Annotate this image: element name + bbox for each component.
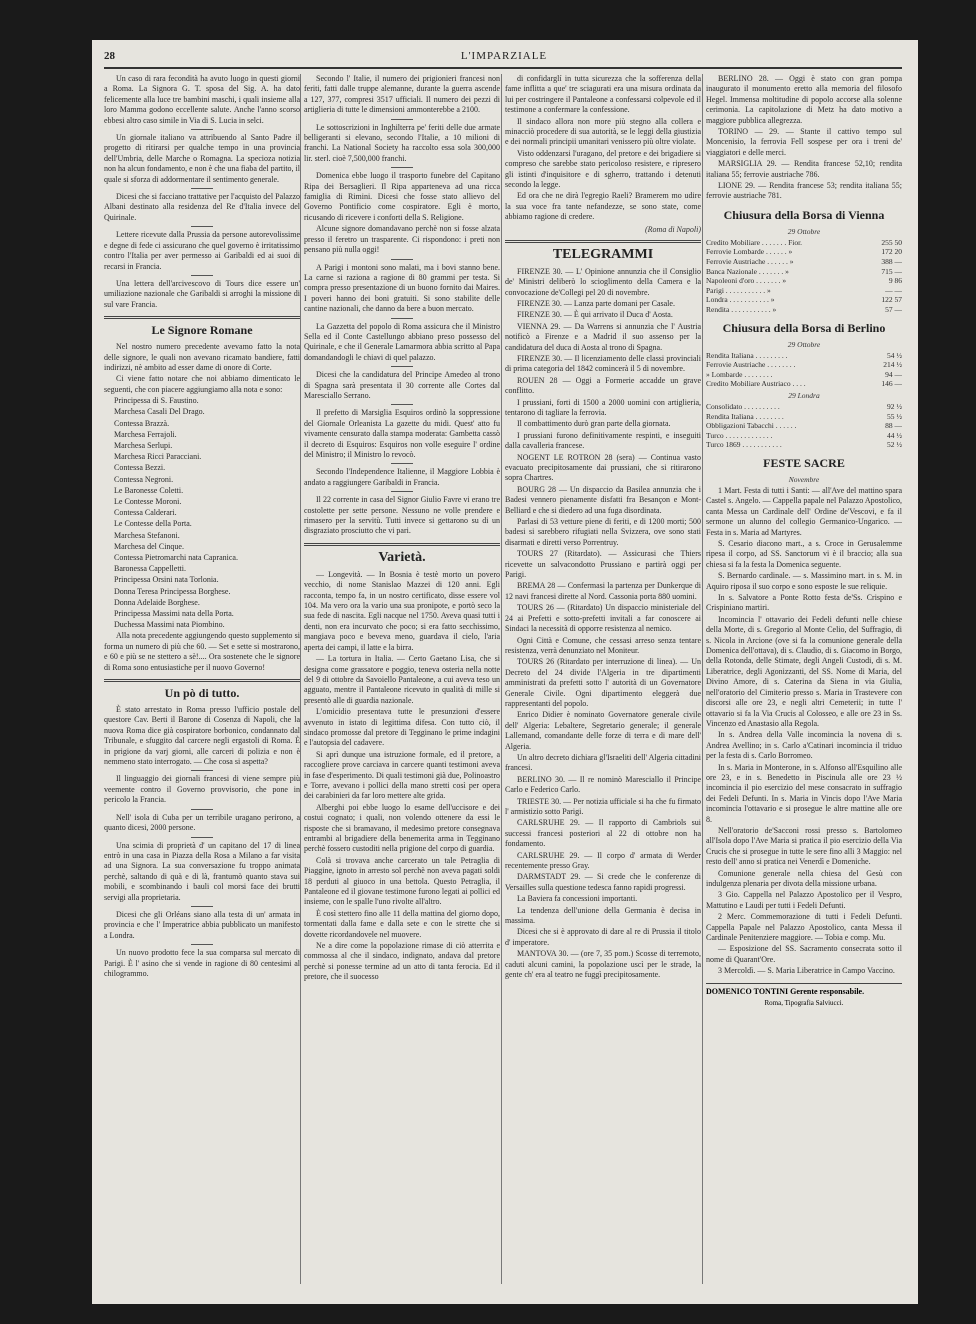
telegram-item: BERLINO 28. — Oggi è stato con gran pompa inaugurato il monumento eretto alla memoria del filosofo Hegel. Immensa moltitudine di popolo accorse alla solenne cerimonia. La capitolazione di Metz ha dato motivo a maggiore pubblica allegrezza. (706, 74, 902, 125)
telegram-item: Dicesi che si è approvato di dare al re di Prussia il titolo d' imperatore. (505, 927, 701, 947)
telegram-item: MARSIGLIA 29. — Rendita francese 52,10; rendita italiana 55; ferrovie austriache 786. (706, 159, 902, 179)
article-paragraph: — La tortura in Italia. — Certo Gaetano Lisa, che si designa come grassatore e poggio, teneva osteria nella notte del 9 di ottobre da Savoiello Pantaleone, a cui aveva teso un agguato, mentre il Pantaleone ricevuto in qualità di mille si presentò alle di guardia nazionale. (304, 654, 500, 705)
table-row: Consolidato . . . . . . . . . . 92 ½ (706, 402, 902, 411)
article-paragraph: Il 22 corrente in casa del Signor Giulio Favre vi erano tre costolette per sette persone. Nessuno ne volle prendere e rimasero per la servitù. Tutti invece si gettarono su di un disgraziato prosciutto che vi pari. (304, 495, 500, 536)
article-paragraph: Ci viene fatto notare che noi abbiamo dimenticato le seguenti, che con piacere aggiungiamo alla nota e sono: (104, 374, 300, 394)
list-item: Le Contesse Moroni. (114, 496, 182, 506)
table-row: Rendita . . . . . . . . . . . » 57 — (706, 305, 902, 315)
feste-item: Incomincia l' ottavario dei Fedeli defunti nelle chiese della Morte, di s. Gregorio al Monte Celio, del Suffragio, di s. Nicola in Arcione (ove si fa la comunione generale della Domenica dell'ottava), di s. Claudio, di s. Giacomo in Borgo, della Rotonda, delle Stimate, degli Angeli Custodi, di s. M. Liberatrice, degli Agonizzanti, del SS. Nome di Maria, del Divino Amore, di s. Caterina da Siena in via Giulia, nell'oratorio del Cimiterio presso s. Maria in Trastevere con discorsi alle ore 23, e negli altri Cemeterii; in tutte l' ottavario si fa la Via Crucis al Colosseo, e alle ore 23 in Ss. Vincenzo ed Anastasio alla Regola. (706, 614, 902, 728)
table-row: Obbligazioni Tabacchi . . . . . . 88 — (706, 421, 902, 431)
feste-item: — Esposizione del SS. Sacramento consecrata sotto il nome di Quarant'Ore. (706, 944, 902, 964)
telegram-item: FIRENZE 30. — L' Opinione annunzia che il Consiglio de' Ministri deliberò lo scioglimento della Camera e la convocazione de'Collegi pel 20 di novembre. (505, 266, 701, 297)
berlino-quotes-table (706, 351, 902, 389)
telegram-item: La tendenza dell'unione della Germania è decisa in massima. (505, 905, 701, 926)
separator (191, 809, 213, 810)
article-paragraph: Si aprì dunque una istruzione formale, ed il pretore, a raccogliere prove carciava in carcere quanti testimoni aveva in fase d'esperimento. Di quali testimoni già due, Polinoastro e Torre, avevano i pollici della mano stretti così per opera dei carabinieri da far loro mettere alte grida. (304, 749, 500, 801)
table-row: Credito Mobiliare Austriaco . . . . 146 — (706, 379, 902, 389)
telegram-item: FIRENZE 30. — Lanza parte domani per Casale. (517, 298, 675, 308)
telegram-item: TOURS 26 — (Ritardato) Un dispaccio ministeriale del 24 ai Prefetti e sotto-prefetti invitali a far conoscere ai Sindaci la necessità di opporre resistenza al nemico. (505, 603, 701, 634)
article-paragraph: Un nuovo prodotto fece la sua comparsa sul mercato di Parigi. È l' asino che si vende in ragione di 80 centesimi al chilogrammo. (104, 948, 300, 978)
separator (391, 463, 413, 464)
separator (191, 770, 213, 771)
feste-item: In s. Salvatore a Ponte Rotto festa de'Ss. Crispino e Crispiniano martiri. (706, 593, 902, 613)
page-number: 28 (104, 50, 115, 62)
table-row: Turco . . . . . . . . . . . . . 44 ½ (706, 430, 902, 440)
article-paragraph: di confidarglí in tutta sicurezza che la sofferenza della fame inflitta a que' tre sciagurati era una misura ordinata da lui per costringere il Pantaleone a confessarsi colpevole ed il testimone a confermare la confessione. (505, 74, 701, 115)
separator (191, 188, 213, 189)
separator (191, 129, 213, 130)
table-row: Londra . . . . . . . . . . . » 122 57 (706, 295, 902, 305)
table-row: Ferrovie Lombarde . . . . . . » 172 20 (706, 247, 902, 257)
list-item: Marchesa Ferrajoli. (114, 429, 177, 439)
table-row: Rendita Italiana . . . . . . . . . 54 ½ (706, 350, 902, 360)
separator (191, 226, 213, 227)
list-item: Contessa Bezzi. (114, 463, 166, 473)
feste-item: 1 Mart. Festa di tutti i Santi: — all'Ave del mattino spara Castel s. Angelo. — Cappella papale nel Palazzo Apostolico, canta Messa un Cardinale dell' Ordine de'Vescovi, e fa il sermone un alunno del collegio Germanico-Ungarico. — Festa in s. Maria ad Martyres. (706, 485, 902, 537)
telegram-item: TRIESTE 30. — Per notizia ufficiale si ha che fu firmato l' armistizio sotto Parigi. (505, 796, 701, 816)
feste-item: 2 Merc. Commemorazione di tutti i Fedeli Defunti. Cappella Papale nel Palazzo Apostolico, canta Messa il Cardinale Penitenziere maggiore. — Tobia e comp. Mu. (706, 912, 902, 943)
list-item: Principessa Orsini nata Torlonia. (114, 575, 219, 585)
list-item: Marchesa Stefanoni. (114, 530, 180, 540)
table-row: Rendita Italiana . . . . . . . . 55 ½ (706, 411, 902, 421)
column-4 (706, 74, 902, 1284)
article-paragraph: Secondo l' Italie, il numero dei prigionieri francesi non feriti, fatti dalle truppe alemanne, durante la guerra ascende a 127, 377, compresi 3517 ufficiali. Il numero dei pezzi di artiglieria di tutte le dimensioni ammonterebbe a 2100. (304, 74, 500, 115)
telegram-item: CARLSRUHE 29. — Il rapporto di Cambriols sui successi francesi posteriori al 22 di ottobre non ha fondamento. (505, 818, 701, 849)
article-paragraph: A Parigi i montoni sono malati, ma i bovi stanno bene. La carne si raziona a ragione di 80 grammi per testa. Si compra presso presentazione di un buono fornito dai Maires. I poveri hanno dei boni gratuiti. Si sono stabilite delle cantine nazionali, che danno da bere a buon mercato. (304, 262, 500, 314)
telegram-item: I prussiani, forti di 1500 a 2000 uomini con artiglieria, tentarono di tagliare la ferrovia. (505, 397, 701, 417)
telegram-item: ROUEN 28 — Oggi a Formerie accadde un grave conflitto. (505, 375, 701, 396)
section-title-varieta: Varietà. (304, 543, 500, 566)
separator (391, 366, 413, 367)
telegram-item: Parlasi di 53 vetture piene di feriti, e di 1200 morti; 500 badesi si sarebbero rifugiati nella Svizzera, ove sono stati disarmati e diretti verso Porrentruy. (505, 517, 701, 547)
list-item: Marchesa Ricci Paracciani. (114, 452, 202, 462)
column-divider (300, 74, 301, 1284)
telegram-item: Ogni Città e Comune, che cessasi arreso senza tentare resistenza, verrà denunziato nel Moniteur. (505, 635, 701, 655)
table-row: Napoleoni d'oro . . . . . . . » 9 86 (706, 276, 902, 286)
list-item: Donna Teresa Principessa Borghese. (114, 586, 231, 596)
signore-list (104, 396, 300, 630)
table-row: Banca Nazionale . . . . . . . » 715 — (706, 266, 902, 276)
feste-item: S. Cesario diacono mart., a s. Croce in Gerusalemme ripesa il corpo, ad SS. Sanctorum vi è il braccio; alla sua chiesa si fa la festa la Domenica seguente. (706, 539, 902, 569)
article-paragraph: Dicesi che la candidatura del Principe Amedeo al trono di Spagna sarà presentata il 30 corrente alle Cortes dal Maresciallo Serrano. (304, 370, 500, 400)
vienna-date: 29 Ottobre (787, 226, 821, 236)
telegram-item: TOURS 27 (Ritardato). — Assicurasi che Thiers ricevette un salvacondotto Prussiano e partirà oggi per Parigi. (505, 549, 701, 580)
article-paragraph: — Longevità. — In Bosnia è testè morto un povero vecchio, di nome Stanislao Mazzei di 120 anni. Egli racconta, tempo fa, in un nostro certificato, disse essere vol 104. Ma vero ora la vario una sua pronipote, e portò seco la sua fede di nascita. Egli nacque nel 1750. Aveva quasi tutti i denti, non era incurvato che poco; si era fatto secchissimo, mangiava poco e beveva meno, guardava il cielo, l'aria aperta dei campi, il latte e la birra. (304, 569, 500, 652)
telegram-item: I prussiani furono definitivamente respinti, e inseguiti dalla cavalleria francese. (505, 430, 701, 451)
article-paragraph: Le sottoscrizioni in Inghilterra pe' feriti delle due armate belligeranti si elevano, secondo l'Italie, a 10 milioni di franchi. La National Society ha raccolto essa sola 300,000 lir. sterl. cioè 7,500,000 franchi. (304, 122, 500, 163)
responsible-editor: DOMENICO TONTINI Gerente responsabile. (706, 983, 902, 996)
table-row: » Lombarde . . . . . . . . 94 — (706, 369, 902, 379)
column-divider (702, 74, 703, 1284)
list-item: Contessa Calderari. (114, 508, 177, 518)
table-row: Turco 1869 . . . . . . . . . . . 52 ½ (706, 440, 902, 450)
separator (391, 318, 413, 319)
feste-item: Nell'oratorio de'Sacconi rossi presso s. Bartolomeo all'Isola dopo l'Ave Maria si pratica il pio esercizio della Via Crucis che si prosegue in tutte le sere fino alli 3 Maggio: nel resto dell' anno si pratica nei Venerdì e Domeniche. (706, 825, 902, 867)
section-title-feste: FESTE SACRE (763, 455, 845, 470)
table-row: Parigi . . . . . . . . . . . » — — (706, 285, 902, 295)
feste-item: 3 Gio. Cappella nel Palazzo Apostolico per il Vespro, Mattutino e Laudi per tutti i Fedeli Defunti. (706, 890, 902, 910)
source-signature: (Roma di Napoli) (645, 224, 701, 234)
telegram-item: La Baviera fa concessioni importanti. (517, 894, 638, 904)
telegram-item: TORINO — 29. — Stante il cattivo tempo sul Moncenisio, la ferrovia Fell sospese per ora i treni de' viaggiatori e delle merci. (706, 127, 902, 157)
separator (191, 944, 213, 945)
list-item: Duchessa Massimi nata Piombino. (114, 620, 225, 630)
article-paragraph: Una scimia di proprietà d' un capitano del 17 di linea entrò in una casa in Piazza della Rosa a Milano a far visita ad una Signora. La sua conversazione fu troppo animata perchè, saltando di quà e di là, frantumò quanto stava sui mobili, e scombinando i bauli col morsi face dei brutti servigi alla proprietaria. (104, 840, 300, 902)
list-item: Principessa di S. Faustino. (114, 396, 199, 406)
feste-item: In s. Maria in Monterone, in s. Alfonso all'Esquilino alle ore 23, e in s. Benedetto in Piscinula alle ore 23 ½ incomincia il pio esercizio del mese consacrato in suffragio dei Fedeli Defunti. In s. Maria in Vincis dopo l'Ave Maria incomincia l'ottavario e si prosegue le altre mattine alle ore 8. (706, 762, 902, 824)
article-paragraph: Lettere ricevute dalla Prussia da persone autorevolissime e degne di fede ci assicurano che quel governo è irritatissimo contro l'Italia per aver permesso ai Garibaldi ed ai suoi di recarsi in Francia. (104, 230, 300, 271)
feste-month: Novembre (788, 474, 820, 484)
vienna-quotes-table (706, 238, 902, 315)
list-item: Donna Adelaide Borghese. (114, 597, 200, 607)
newspaper-page (92, 40, 918, 1304)
article-paragraph: Alcune signore domandavano perchè non si fosse alzata presso il feretro un trasparente. Ci rispondono: i preti non pensano più nulla oggi! (304, 224, 500, 255)
londra-quotes-table (706, 402, 902, 450)
section-title-telegrammi: TELEGRAMMI (505, 240, 701, 263)
telegram-item: CARLSRUHE 29. — Il corpo d' armata di Werder recentemente presso Gray. (505, 850, 701, 871)
news-intro (104, 74, 300, 310)
article-paragraph: La Gazzetta del popolo di Roma assicura che il Ministro Sella ed il Conte Castellungo abbiano preso possesso del Quirinale, e che il Generale Lamarmora abbia scritto al Papa domandandogli le chiavi di quel palazzo. (304, 321, 500, 362)
list-item: Marchesa Casali Del Drago. (114, 407, 205, 417)
column-1 (104, 74, 300, 1284)
section-title-signore: Le Signore Romane (104, 316, 300, 338)
separator (391, 404, 413, 405)
separator (191, 906, 213, 907)
article-paragraph: Il linguaggio dei giornali francesi di viene sempre più veemente contro il Governo provvisorio, che pone in pericolo la Francia. (104, 774, 300, 805)
article-paragraph: Domenica ebbe luogo il trasporto funebre del Capitano Ripa dei Bersaglieri. Il Ripa apparteneva ad una ricca famiglia di Rimini. Dicesi che fosse stato allievo del Governo Pontificio come cospiratore. Egli è morto, ricusando di ricevere i conforti della S. Religione. (304, 171, 500, 222)
article-paragraph: Secondo l'Independence Italienne, il Maggiore Lobbia è andato a raggiungere Garibaldi in Francia. (304, 467, 500, 487)
article-paragraph: È stato arrestato in Roma presso l'ufficio postale del questore Cav. Berti il Barone di Cosenza di Napoli, che la nuova Roma dice già cospiratore borbonico, condannato dal Tribunale, e sfuggito dal carcere negli ergastoli di Roma. È in prigione da varj giorni, alle carceri di polizia e non è nemmeno stato interrogato. — Che cosa si aspetta? (104, 705, 300, 767)
page-header (104, 50, 904, 66)
article-paragraph: L'omicidio presentava tutte le presunzioni d'essere avvenuto in istato di legittima difesa. Con tutto ciò, il sindaco promosse dal pretore di Tegginano le prime indagini e l'autopsia del cadavere. (304, 707, 500, 748)
list-item: Contessa Brazzà. (114, 418, 170, 428)
list-item: Contessa Negroni. (114, 474, 174, 484)
article-paragraph: Il prefetto di Marsiglia Esquiros ordinò la soppressione del Giornale Orleanista La gazette du midi. Quest' atto fu vivamente censurato dalla stampa moderata: Gambetta cassò il decreto di Esquiros: Esquiros non volle eseguire l' ordine del Ministro; il Ministro lo revocò. (304, 408, 500, 459)
article-paragraph: Dicesi che gli Orléans siano alla testa di un' armata in provincia e che l' Imperatrice abbia pubblicato un manifesto a Londra. (104, 909, 300, 940)
feste-item: 3 Mercoldì. — S. Maria Liberatrice in Campo Vaccino. (718, 966, 895, 976)
article-paragraph: Ne a dire come la popolazione rimase di ciò atterrita e commossa al che il sindaco, indignato, andava dal pretore perchè si ponesse termine ad un atto di tanta ferocia. Ed il pretore, che il suocesso (304, 941, 500, 982)
list-item: Principessa Massimi nata della Porta. (114, 609, 234, 619)
telegram-item: TOURS 26 (Ritardato per interruzione di linea). — Un Decreto del 24 divide l'Algeria in tre dipartimenti amministrati da prefetti sotto l' autorità di un Governatore Generale Civile. Ogni dipartimento eleggerà due rappresentanti del popolo. (505, 657, 701, 708)
telegram-item: FIRENZE 30. — È qui arrivato il Duca d' Aosta. (517, 310, 673, 320)
separator (391, 491, 413, 492)
section-title-berlino: Chiusura della Borsa di Berlino (722, 320, 886, 335)
telegram-item: BREMA 28 — Confermasi la partenza per Dunkerque di 12 navi francesi dirette al Nord. Cassonia porta 880 uomini. (505, 581, 701, 601)
list-item: Marchesa del Cinque. (114, 541, 184, 551)
telegram-item: NOGENT LE ROTRON 28 (sera) — Continua vasto evacuato precipitosamente dai prussiani, che si ritirarono sopra Chartres. (505, 452, 701, 483)
article-paragraph: È così stettero fino alle 11 della mattina del giorno dopo, tormentati dalla fame e dalla sete e con le strette che si dovette ricordandovele nel muovere. (304, 908, 500, 939)
table-row: Credito Mobiliare . . . . . . . Fior. 255 50 (706, 237, 902, 247)
telegram-item: Un altro decreto dichiara gl'Israeliti dell' Algeria cittadini francesi. (505, 752, 701, 773)
telegram-item: BERLINO 30. — Il re nominò Maresciallo il Principe Carlo e Federico Carlo. (505, 774, 701, 795)
separator (391, 167, 413, 168)
table-row: Ferrovie Austriache . . . . . . . . 214 ½ (706, 360, 902, 370)
telegram-item: LIONE 29. — Rendita francese 53; rendita italiana 55; ferrovie austriache 781. (706, 181, 902, 201)
column-3 (505, 74, 701, 1284)
feste-item: Comunione generale nella chiesa del Gesù con indulgenza plenaria per divota della missione urbana. (706, 868, 902, 888)
telegram-item: VIENNA 29. — Da Warrens si annunzia che l' Austria notificò a Firenze e a Madrid il suo assenso per la candidatura del duca di Aosta al trono di Spagna. (505, 321, 701, 352)
section-title-vienna: Chiusura della Borsa di Vienna (723, 207, 885, 222)
article-paragraph: Ed ora che ne dirà l'egregio Raeli? Bramerem mo udire la sua voce fra tante nefandezze, se sono state, come abbiamo ragione di credere. (505, 191, 701, 222)
separator (391, 259, 413, 260)
article-paragraph: Dicesi che si facciano trattative per l'acquisto del Palazzo Albani destinato alla residenza del Re d'Italia invece del Quirinale. (104, 192, 300, 222)
list-item: Contessa Pietromarchi nata Capranica. (114, 553, 238, 562)
telegram-item: Il combattimento durò gran parte della giornata. (517, 419, 671, 429)
article-paragraph: Colà si trovava anche carcerato un tale Petraglia di Piaggine, ignoto in arresto sol perchè non aveva pagati soldi 18 perduti al giuoco in una bettola. Questo Petraglia, il Pantaleone ed il giovane testimone furono legati ai pollici ed insieme, con le spalle l'uno rivolte all'altro. (304, 855, 500, 907)
table-row: Ferrovie Austriache . . . . . . » 388 — (706, 257, 902, 267)
list-item: Le Baronesse Coletti. (114, 485, 184, 495)
separator (391, 119, 413, 120)
article-paragraph: Alberghi poi ebbe luogo lo esame dell'uccisore e dei costui cognato; i quali, non volendo ottenere da essi le risposte che si bramavano, il medesimo pretore consegnava entrambi al brigadiere della benemerita arma in Tegginano perchè fossero custoditi nella prigione del corpo di guardia. (304, 802, 500, 854)
printer-line: Roma, Tipografia Salviucci. (764, 998, 844, 1007)
article-paragraph: Visto oddenzarsi l'uragano, del pretore e dei brigadiere si compreso che sarebbe stato pericoloso resistere, e ripresero gli istinti d'inquisitore e di sgherro, trattando i detenuti secondo la legge. (505, 148, 701, 190)
telegram-item: MANTOVA 30. — (ore 7, 35 pom.) Scosse di terremoto, caduti alcuni camini, la popolazione uscì per le strade, la gente ch' era al teatro ne fuggì precipitosamente. (505, 949, 701, 980)
header-rule (104, 67, 902, 69)
column-divider (501, 74, 502, 1284)
separator (191, 837, 213, 838)
londra-date: 29 Londra (788, 391, 820, 400)
article-paragraph: Una lettera dell'arcivescovo di Tours dice essere un' umiliazione nazionale che Garibaldi si arroghi la missione di sul vare Francia. (104, 278, 300, 309)
list-item: Le Contesse della Porta. (114, 519, 192, 529)
telegram-item: DARMSTADT 29. — Si crede che le conferenze di Versailles sulla questione tedesca fanno rapidi progressi. (505, 872, 701, 892)
article-paragraph: Il sindaco allora non more più stegno alla collera e minacciò procedere di sua autorità, se le leggi della giustizia e dei normali principii umanitari venissero più oltre violate. (505, 116, 701, 147)
feste-item: In s. Andrea della Valle incomincia la novena di s. Andrea Avellino; in s. Carlo a'Catinari incomincia il triduo per la festa di s. Carlo Borromeo. (706, 730, 902, 761)
feste-item: S. Bernardo cardinale. — s. Massimino mart. in s. M. in Aquiro riposa il suo corpo e sono esposte le sue reliquie. (706, 571, 902, 591)
article-paragraph: Nel nostro numero precedente avevamo fatto la nota delle signore, le quali non avevano ricamato bandiere, fatti indirizzi, nè ambito ad esser dame di onore di Corte. (104, 342, 300, 372)
section-title-tutto: Un pò di tutto. (104, 679, 300, 701)
list-item: Baronessa Cappelletti. (114, 564, 186, 574)
list-item: Marchesa Serlupi. (114, 440, 173, 450)
telegram-item: BOURG 28 — Un dispaccio da Basilea annunzia che i Badesi vennero pienamente disfatti fra Besançon e Mont-Belliard e che si diedero ad una fuga disordinata. (505, 484, 701, 515)
article-paragraph: Un caso di rara fecondità ha avuto luogo in questi giorni a Roma. La Signora G. T. sposa del Sig. A. ha dato felicemente alla luce tre bambini maschi, i quali insieme alla loro Mamma godono eccellente salute. Anche l'anno scorso ebbesi altro caso simile in Via di S. Lucia in selci. (104, 74, 300, 125)
separator (191, 275, 213, 276)
column-2 (304, 74, 500, 1284)
telegram-item: FIRENZE 30. — Il licenziamento delle classi provinciali di prima categoria del 1842 comincerà il 5 di novembre. (505, 353, 701, 374)
article-paragraph: Nell' isola di Cuba per un terribile uragano perirono, a quanto dicesi, 2000 persone. (104, 812, 300, 833)
article-paragraph: Alla nota precedente aggiungendo questo supplemento si forma un numero di più che 60. — Set e sette si mostrarono, e 60 e più se ne stettero a sè!.... Ora sostenete che le signore di Roma sono entusiastiche per il nuovo Governo! (104, 631, 300, 672)
masthead-title: L'IMPARZIALE (460, 50, 548, 62)
telegram-item: Enrico Didier è nominato Governatore generale civile dell' Algeria: Lebaltere, Segretario generale; il generale Lallemand, comandante delle forze di terra e di mare dell' Algeria. (505, 710, 701, 751)
article-paragraph: Un giornale italiano va attribuendo al Santo Padre il progetto di ritirarsi per qualche tempo in una provincia dell'Umbria, delle Marche o Romagna. La specioza notizia non ha alcun fondamento, e non è che una fiaba del partito, il quale si sforza di addormentare il sentimento generale. (104, 133, 300, 184)
berlino-date: 29 Ottobre (787, 339, 821, 349)
